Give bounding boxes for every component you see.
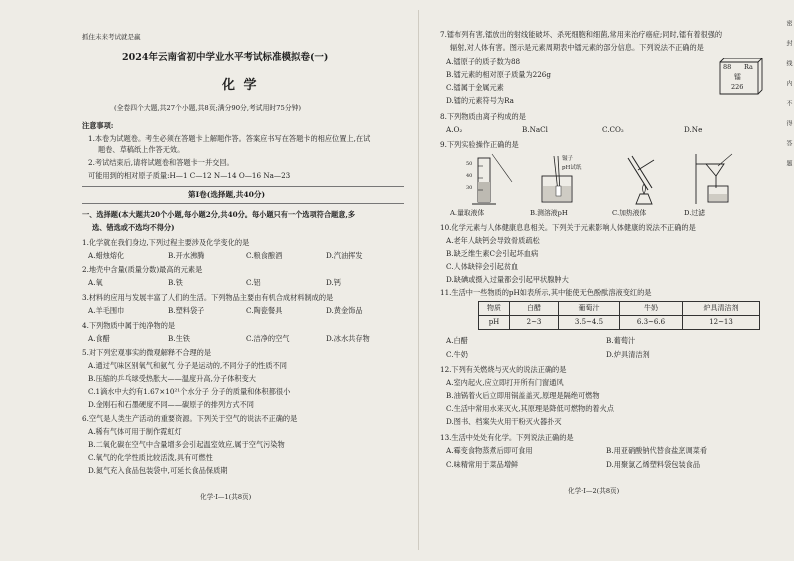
ph-paper-label: pH试纸: [562, 165, 582, 171]
option[interactable]: C.铝: [246, 278, 261, 287]
table-row: [479, 316, 760, 330]
scale-tick: 30: [466, 185, 473, 191]
option[interactable]: B.塑料袋子: [168, 306, 205, 315]
option[interactable]: A.O₂: [446, 125, 463, 134]
table-cell: 6.3~6.6: [620, 316, 683, 330]
exam-info: (全卷四个大题,共27个小题,共8页;满分90分,考试用时75分钟): [114, 104, 302, 112]
table-cell: 12~13: [683, 316, 760, 330]
option[interactable]: B.NaCl: [522, 125, 548, 134]
option[interactable]: C.味精常用于菜品增鲜: [446, 460, 519, 469]
option[interactable]: C.镭属于金属元素: [446, 83, 504, 92]
tweezers-label: 镊子: [562, 156, 574, 162]
note-line: 1.本卷为试题卷。考生必须在答题卡上解题作答。答案应书写在答题卡的相应位置上,在试: [88, 134, 371, 143]
question-stem: 2.地壳中含量(质量分数)最高的元素是: [82, 265, 203, 274]
question-options: [88, 306, 363, 316]
option[interactable]: D.镭的元素符号为Ra: [446, 96, 514, 105]
option[interactable]: B.油锅着火后立即用锅盖盖灭,原理是隔绝可燃物: [446, 391, 600, 400]
left-column: [82, 0, 404, 561]
option[interactable]: A.食醋: [88, 334, 110, 343]
note-line: 题卷、草稿纸上作答无效。: [98, 145, 185, 154]
question-stem: 4.下列物质中属于纯净物的是: [82, 321, 176, 330]
option-line[interactable]: C.1滴水中大约有1.67×10²¹个水分子 分子的质量和体积都很小: [88, 387, 291, 396]
question-options: [446, 446, 707, 456]
option[interactable]: A.白醋: [446, 336, 468, 345]
option[interactable]: B.用亚硝酸钠代替食盐烹调菜肴: [606, 446, 708, 455]
option[interactable]: A.老年人缺钙会导致骨质疏松: [446, 236, 540, 245]
option[interactable]: D.Ne: [684, 125, 703, 134]
note-line: 2.考试结束后,请将试题卷和答题卡一并交回。: [88, 158, 234, 167]
page-footer: 化学·Ⅰ—2(共8页): [568, 487, 620, 495]
question-stem: 8.下列物质由离子构成的是: [440, 112, 526, 121]
option[interactable]: C.CO₂: [602, 125, 624, 134]
scale-tick: 50: [466, 161, 473, 167]
option[interactable]: D.过滤: [684, 209, 705, 217]
option[interactable]: A.镭原子的质子数为88: [446, 57, 521, 66]
option-line[interactable]: B.压缩的乒乓球受热胀大——温度升高,分子体积变大: [88, 374, 256, 383]
subject-title: 化 学: [222, 78, 259, 93]
question-stem: 1.化学就在我们身边,下列过程主要涉及化学变化的是: [82, 238, 250, 247]
option[interactable]: D.冰水共存物: [326, 334, 370, 343]
question-stem: 5.对下列宏观事实的微观解释不合理的是: [82, 348, 212, 357]
option[interactable]: A.蜡烛熔化: [88, 251, 125, 260]
element-tile: [716, 58, 762, 94]
option[interactable]: C.牛奶: [446, 350, 468, 359]
option-line[interactable]: D.氮气充入食品包装袋中,可延长食品保质期: [88, 466, 228, 475]
note-line: 可能用到的相对原子质量:H—1 C—12 N—14 O—16 Na—23: [88, 171, 291, 180]
option[interactable]: C.洁净的空气: [246, 334, 290, 343]
option-line[interactable]: D.金刚石和石墨硬度不同——碳原子的排列方式不同: [88, 400, 254, 409]
element-name: 镭: [734, 73, 741, 81]
option[interactable]: C.粮食酿酒: [246, 251, 283, 260]
part-title: 第Ⅰ卷(选择题,共40分): [188, 190, 266, 199]
option[interactable]: C.加热液体: [612, 209, 647, 217]
option[interactable]: B.开水沸腾: [168, 251, 205, 260]
question-options: [446, 460, 700, 470]
atomic-mass: 226: [731, 83, 744, 91]
question-stem: 6.空气是人类生产活动的重要资源。下列关于空气的说法不正确的是: [82, 414, 298, 423]
option-line[interactable]: B.二氧化碳在空气中含量增多会引起温室效应,属于空气污染物: [88, 440, 285, 449]
question-stem: 辐射,对人体有害。图示是元素周期表中镭元素的部分信息。下列说法不正确的是: [450, 43, 704, 52]
question-stem: 7.镭布列有害,镭放出的射线能破坏、杀死细胞和细菌,常用来治疗癌症;同时,镭有着很强的: [440, 30, 723, 39]
option[interactable]: B.镭元素的相对原子质量为226g: [446, 70, 551, 79]
question-options: [446, 125, 702, 135]
seal-edge-text: [784, 20, 792, 540]
page-footer: 化学·Ⅰ—1(共8页): [200, 493, 252, 501]
ph-table: [478, 301, 760, 330]
header-note: 抓住未来考试就是赢: [82, 33, 141, 41]
question-stem: 12.下列有关燃烧与灭火的说法正确的是: [440, 365, 567, 374]
option[interactable]: B.铁: [168, 278, 183, 287]
option[interactable]: D.炉具清洁剂: [606, 350, 650, 359]
table-cell: 炉具清洁剂: [683, 302, 760, 316]
section-intro: 选、错选或不选均不得分): [92, 223, 175, 232]
option[interactable]: D.缺碘或摄入过量都会引起甲状腺肿大: [446, 275, 569, 284]
element-symbol: Ra: [744, 63, 753, 71]
question-options: [88, 278, 341, 288]
scale-tick: 40: [466, 173, 473, 179]
heating-liquid-diagram: [610, 152, 680, 207]
option[interactable]: B.葡萄汁: [606, 336, 636, 345]
option[interactable]: A.霉变食物蒸煮后即可食用: [446, 446, 533, 455]
question-stem: 10.化学元素与人体健康息息相关。下列关于元素影响人体健康的说法不正确的是: [440, 223, 696, 232]
option[interactable]: B.缺乏维生素C会引起坏血病: [446, 249, 539, 258]
table-row: [479, 302, 760, 316]
right-column: [440, 0, 770, 561]
table-cell: 3.5~4.5: [559, 316, 620, 330]
option-line[interactable]: C.氧气的化学性质比较活泼,具有可燃性: [88, 453, 213, 462]
question-options: [446, 350, 650, 360]
question-options: [446, 336, 635, 346]
exam-title: 2024年云南省初中学业水平考试标准模拟卷(一): [122, 52, 329, 63]
option[interactable]: D.钙: [326, 278, 341, 287]
atomic-number: 88: [723, 63, 732, 71]
table-cell: 白醋: [510, 302, 559, 316]
option[interactable]: A.氧: [88, 278, 103, 287]
option[interactable]: A.羊毛围巾: [88, 306, 125, 315]
notes-title: 注意事项:: [82, 121, 114, 130]
option[interactable]: D.汽油挥发: [326, 251, 363, 260]
option[interactable]: A.室内起火,应立即打开所有门窗通风: [446, 378, 564, 387]
option[interactable]: C.人体缺锌会引起贫血: [446, 262, 519, 271]
rule: [82, 203, 404, 204]
question-stem: 3.材料的应用与发展丰富了人们的生活。下列物品主要由有机合成材料制成的是: [82, 293, 334, 302]
option[interactable]: C.陶瓷餐具: [246, 306, 283, 315]
option-line[interactable]: A.通过气味区别氧气和氨气 分子是运动的,不同分子的性质不同: [88, 361, 287, 370]
option[interactable]: B.生铁: [168, 334, 190, 343]
question-stem: 9.下列实验操作正确的是: [440, 140, 519, 149]
column-divider: [418, 10, 419, 550]
option[interactable]: A.量取液体: [450, 209, 485, 217]
table-cell: 牛奶: [620, 302, 683, 316]
question-options: [88, 334, 370, 344]
question-stem: 13.生活中处处有化学。下列说法正确的是: [440, 433, 574, 442]
table-cell: pH: [479, 316, 510, 330]
question-options: [88, 251, 363, 261]
diagram-captions: [450, 209, 705, 218]
option[interactable]: D.用聚氯乙烯塑料袋包装食品: [606, 460, 701, 469]
option[interactable]: B.测溶液pH: [530, 209, 568, 217]
seal-text: 密封线内不得答题: [785, 20, 792, 180]
table-cell: 葡萄汁: [559, 302, 620, 316]
rule: [82, 186, 404, 187]
table-cell: 2~3: [510, 316, 559, 330]
option[interactable]: D.图书、档案失火用干粉灭火器扑灭: [446, 417, 562, 426]
filtration-diagram: [688, 152, 748, 207]
option[interactable]: D.黄金饰品: [326, 306, 363, 315]
option[interactable]: C.生活中常用水来灭火,其原理是降低可燃物的着火点: [446, 404, 614, 413]
question-stem: 11.生活中一些物质的pH如表所示,其中能使无色酚酞溶液变红的是: [440, 288, 652, 297]
option-line[interactable]: A.稀有气体可用于制作霓虹灯: [88, 427, 182, 436]
section-intro: 一、选择题(本大题共20个小题,每小题2分,共40分。每小题只有一个选项符合题意,多: [82, 210, 356, 219]
table-cell: 物质: [479, 302, 510, 316]
